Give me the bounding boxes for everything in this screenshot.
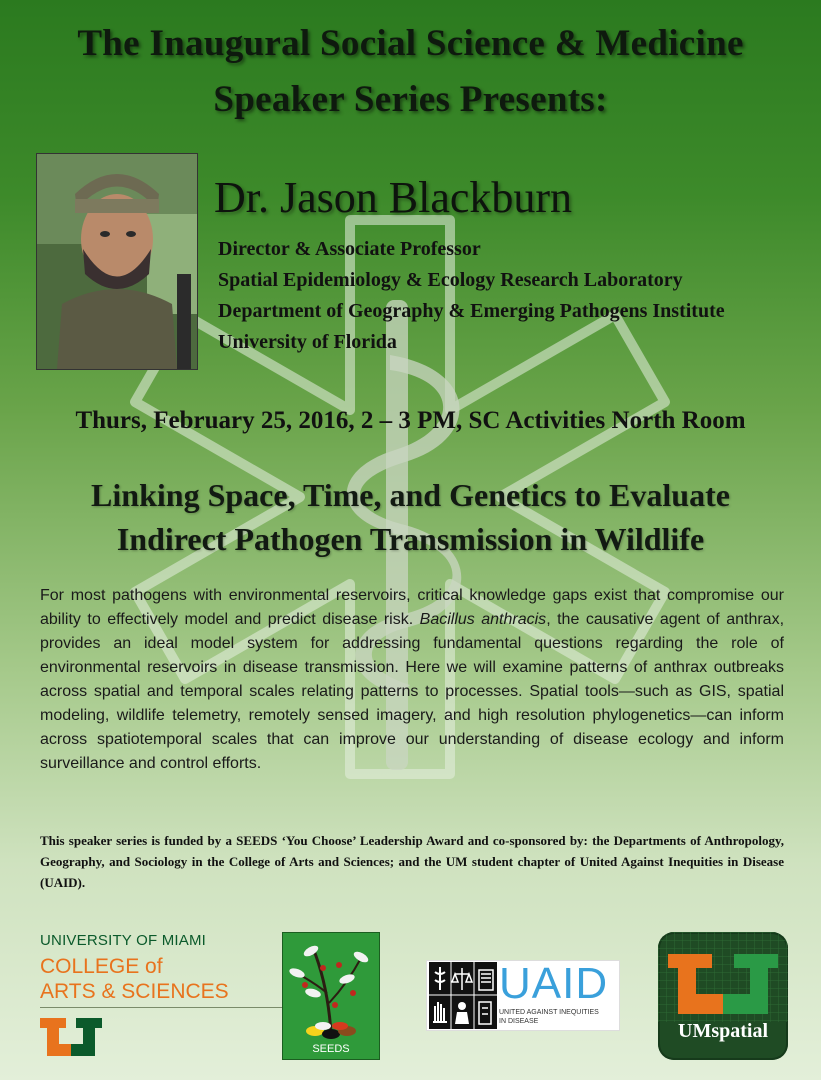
uaid-symbols-icon <box>429 962 497 1029</box>
abstract-paragraph <box>40 584 784 776</box>
funding-statement: This speaker series is funded by a SEEDS ‘You Choose’ Leadership Award and co-sponsored by: the Departments of Anthropology, Geography, and Sociology in the College of Arts and Sciences; and the UM student chapter of United Against Inequities in Disease (UAID). <box>40 833 784 890</box>
event-datetime-location: Thurs, February 25, 2016, 2 – 3 PM, SC Activities North Room <box>75 407 746 434</box>
umspatial-logo <box>658 932 788 1060</box>
series-title-line1: The Inaugural Social Science & Medicine <box>77 23 744 64</box>
umspatial-u-icon <box>658 932 788 1022</box>
uaid-wordmark: UAID <box>499 959 609 1008</box>
uaid-subtitle-line2: IN DISEASE <box>499 1018 539 1025</box>
speaker-lab: Spatial Epidemiology & Ecology Research Laboratory <box>218 269 683 291</box>
um-logo-university: UNIVERSITY OF MIAMI <box>40 932 207 949</box>
um-u-icon <box>40 1018 102 1056</box>
umspatial-label: UMspatial <box>678 1020 768 1042</box>
speaker-title: Director & Associate Professor <box>218 238 481 260</box>
uaid-logo <box>426 960 620 1031</box>
talk-title-line2: Indirect Pathogen Transmission in Wildlife <box>116 521 705 557</box>
seeds-logo <box>282 932 380 1060</box>
um-logo-college: COLLEGE of <box>40 955 163 978</box>
abstract-part2: , the causative agent of anthrax, provides an ideal model system for addressing fundamental questions regarding the role of environmental reservoirs in disease transmission. Here we will examine patterns of anthrax outbreaks across spatial and temporal scales relating patterns to processes. Spatial tools—such as GIS, spatial modeling, wildlife telemetry, remotely sensed imagery, and high resolution phylogenetics—can inform across spatiotemporal scales that can improve our understanding of disease ecology and inform surveillance and control efforts. <box>40 611 785 772</box>
abstract-part1: For most pathogens with environmental reservoirs, critical knowledge gaps exist that compromise our ability to effectively model and predict disease risk. <box>40 587 784 628</box>
speaker-name: Dr. Jason Blackburn <box>214 173 573 222</box>
seeds-plant-icon <box>283 933 379 1043</box>
talk-title-line1: Linking Space, Time, and Genetics to Evaluate <box>91 477 730 513</box>
speaker-university: University of Florida <box>218 331 397 353</box>
seeds-label: SEEDS <box>312 1043 350 1055</box>
um-college-logo <box>40 932 285 1057</box>
speaker-photo <box>36 153 198 370</box>
speaker-department: Department of Geography & Emerging Pathogens Institute <box>218 300 725 322</box>
series-title-line2: Speaker Series Presents: <box>213 79 608 120</box>
uaid-subtitle-line1: UNITED AGAINST INEQUITIES <box>499 1009 599 1016</box>
um-logo-arts-sciences: ARTS & SCIENCES <box>40 980 229 1003</box>
abstract-organism: Bacillus anthracis <box>419 611 547 628</box>
um-logo-divider <box>40 1007 285 1008</box>
